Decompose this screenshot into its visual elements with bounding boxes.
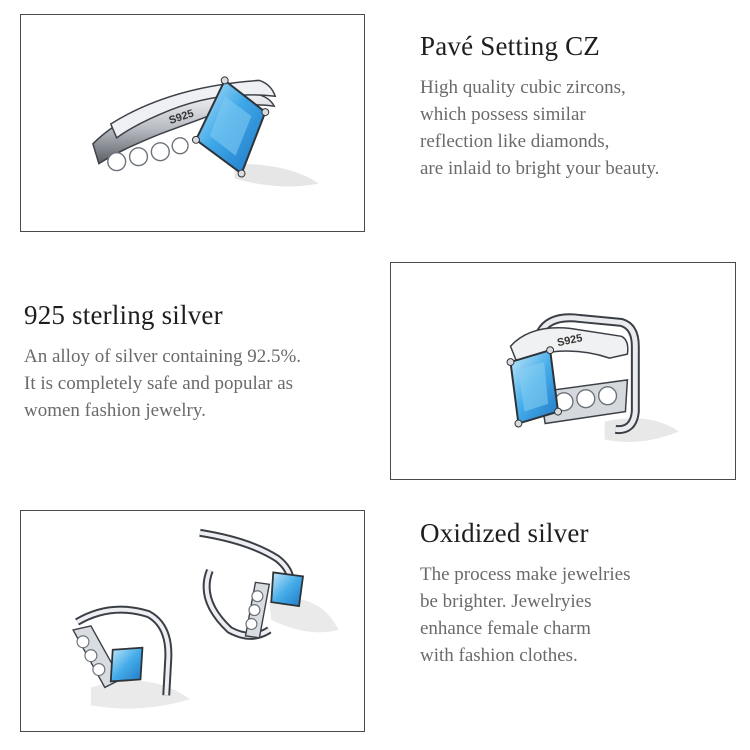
blue-gem (111, 648, 143, 682)
description-line: An alloy of silver containing 92.5%. (24, 345, 302, 367)
product-photo-sterling-silver (390, 262, 736, 480)
blue-gem (271, 572, 303, 606)
feature-title: Oxidized silver (420, 518, 589, 548)
description-line: It is completely safe and popular as (24, 372, 294, 394)
description-line: which possess similar (420, 103, 586, 125)
feature-sterling-silver (24, 301, 301, 424)
engraving-text: S925 (556, 332, 584, 350)
product-photo-pave-setting (20, 14, 365, 232)
description-line: High quality cubic zircons, (420, 76, 626, 98)
description-line: be brighter. Jewelryies (420, 590, 592, 612)
engraving-text: S925 (167, 107, 196, 127)
product-photo-oxidized-silver (20, 510, 365, 732)
description-line: reflection like diamonds, (420, 130, 610, 152)
feature-description (420, 74, 659, 182)
description-line: with fashion clothes. (420, 644, 578, 666)
feature-pave-setting (420, 32, 659, 182)
feature-title: 925 sterling silver (24, 300, 223, 330)
feature-oxidized-silver (420, 519, 631, 669)
description-line: The process make jewelries (420, 563, 631, 585)
feature-description (420, 561, 631, 669)
earring-pair-illustration (21, 511, 364, 731)
feature-title: Pavé Setting CZ (420, 31, 600, 61)
description-line: enhance female charm (420, 617, 591, 639)
description-line: women fashion jewelry. (24, 399, 206, 421)
description-line: are inlaid to bright your beauty. (420, 157, 660, 179)
feature-description (24, 343, 301, 424)
earring-illustration (391, 263, 735, 479)
earring-illustration (21, 15, 364, 231)
